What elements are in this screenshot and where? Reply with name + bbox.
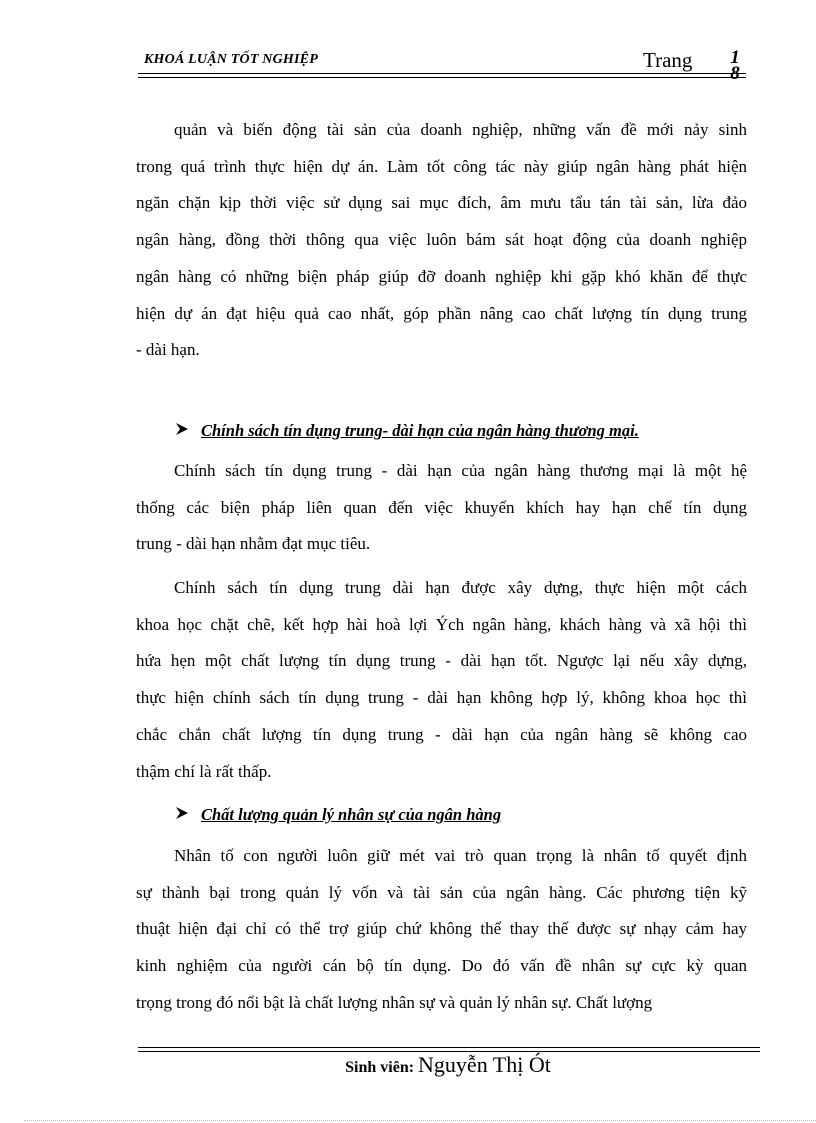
text-line: hứa hẹn một chất lượng tín dụng trung - dài hạn tốt. Ngược lại nếu xây dựng, xyxy=(136,651,747,671)
text-line: kinh nghiệm của người cán bộ tín dụng. Do đó vấn đề nhân sự cực kỳ quan xyxy=(136,956,747,976)
text-line: trung - dài hạn nhằm đạt mục tiêu. xyxy=(136,534,371,554)
text-line: thậm chí là rất thấp. xyxy=(136,761,272,781)
text-line: chắc chắn chất lượng tín dụng trung - dài hạn của ngân hàng sẽ không cao xyxy=(136,724,747,744)
text-line: Chính sách tín dụng trung dài hạn được xây dựng, thực hiện một cách xyxy=(174,578,747,597)
section-heading-2 xyxy=(175,805,501,825)
footer xyxy=(0,1052,816,1078)
footer-student-name: Nguyễn Thị Ót xyxy=(418,1052,551,1077)
text-line: trong quá trình thực hiện dự án. Làm tốt công tác này giúp ngân hàng phát hiện xyxy=(136,156,747,176)
text-line: ngăn chặn kịp thời việc sử dụng sai mục đích, âm mưu tẩu tán tài sản, lừa đảo xyxy=(136,193,747,213)
arrow-bullet-icon xyxy=(175,422,201,441)
header-page-label: Trang xyxy=(643,48,693,72)
text-line: hiện dự án đạt hiệu quả cao nhất, góp phần nâng cao chất lượng tín dụng trung xyxy=(136,303,747,323)
paragraph-4 xyxy=(136,838,747,1022)
text-line: Nhân tố con người luôn giữ mét vai trò quan trọng là nhân tố quyết định xyxy=(174,846,747,865)
text-line: thống các biện pháp liên quan đến việc khuyến khích hay hạn chế tín dụng xyxy=(136,497,747,517)
text-line: - dài hạn. xyxy=(136,340,200,360)
text-line: Chính sách tín dụng trung - dài hạn của ngân hàng thương mại là một hệ xyxy=(174,461,747,480)
text-line: ngân hàng có những biện pháp giúp đỡ doanh nghiệp khi gặp khó khăn để thực xyxy=(136,266,747,286)
arrow-bullet-icon xyxy=(175,806,201,825)
text-line: thuật hiện đại chỉ có thể trợ giúp chứ không thể thay thế được sự nhạy cảm hay xyxy=(136,919,747,939)
header-rule xyxy=(138,73,746,74)
paragraph-2 xyxy=(136,453,747,563)
header-rule-second xyxy=(138,77,746,78)
text-line: sự thành bại trong quản lý vốn và tài sản của ngân hàng. Các phương tiện kỹ xyxy=(136,882,747,902)
section-heading-1 xyxy=(175,421,639,441)
text-line: ngân hàng, đồng thời thông qua việc luôn bám sát hoạt động của doanh nghiệp xyxy=(136,230,747,250)
page-edge-divider xyxy=(24,1120,816,1121)
text-line: trọng trong đó nổi bật là chất lượng nhân sự và quản lý nhân sự. Chất lượng xyxy=(136,992,653,1012)
section-heading-text: Chính sách tín dụng trung- dài hạn của ngân hàng thương mại. xyxy=(201,421,639,440)
text-line: quản và biến động tài sản của doanh nghiệp, những vấn đề mới nảy sinh xyxy=(174,120,747,139)
page-number-bottom: 8 xyxy=(730,63,740,84)
footer-label: Sinh viên xyxy=(345,1059,409,1076)
text-line: khoa học chặt chẽ, kết hợp hài hoà lợi Ých ngân hàng, khách hàng và xã hội thì xyxy=(136,614,747,634)
page-number-top: 1 xyxy=(730,47,740,68)
text-line: thực hiện chính sách tín dụng trung - dài hạn không hợp lý, không khoa học thì xyxy=(136,688,747,708)
header-title: KHOÁ LUẬN TỐT NGHIỆP xyxy=(144,52,318,67)
paragraph-3 xyxy=(136,570,747,790)
footer-separator: : xyxy=(408,1059,415,1076)
section-heading-text: Chất lượng quản lý nhân sự của ngân hàng xyxy=(201,805,502,824)
paragraph-1 xyxy=(136,112,747,369)
footer-rule xyxy=(138,1047,760,1048)
